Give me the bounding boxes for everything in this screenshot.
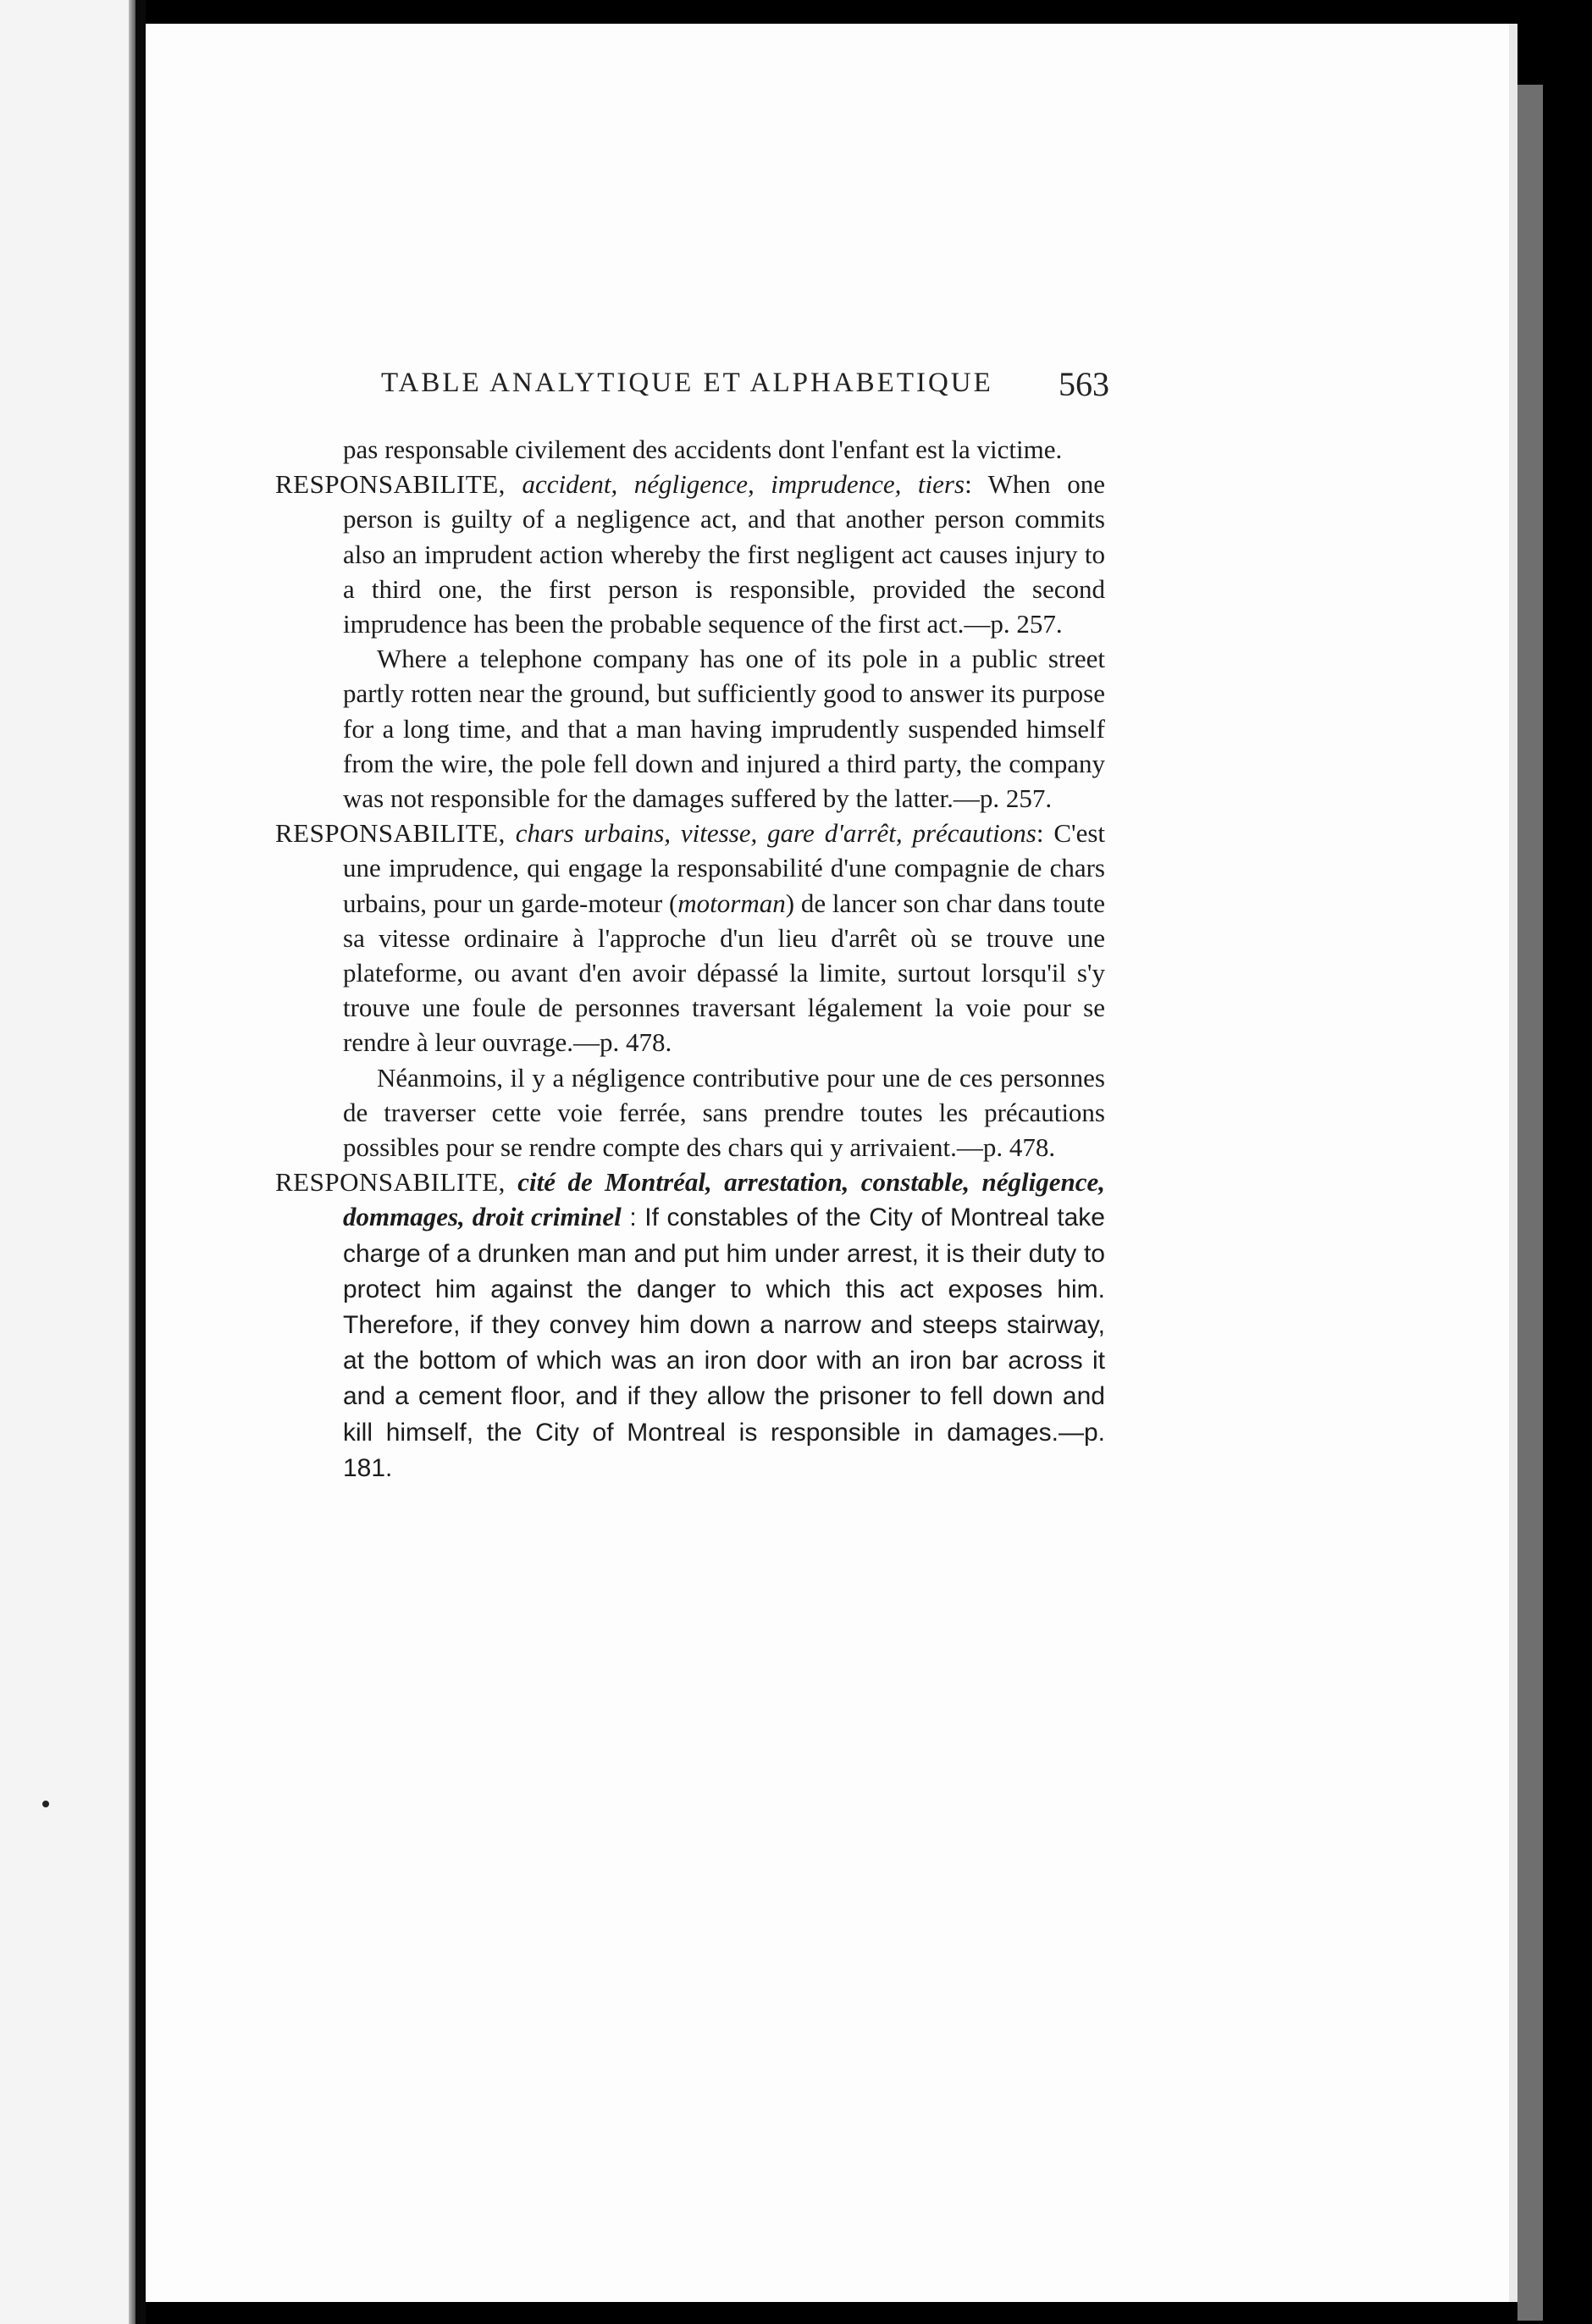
entry-paragraph: Where a telephone company has one of its pole in a public street partly rotten near the ground, but sufficiently good to answer its purpose for a long time, and that a man having imprudently suspended himself from the wire, the pole fell down and injured a third party, the company was not responsible for the damages suffered by the latter.—p. 257. xyxy=(343,644,1105,814)
entry-body: : If constables of the City of Montreal take charge of a drunken man and put him under arrest, it is their duty to protect him against the danger to which this act exposes him. Therefore, if they convey him down a narrow and steeps stairway, at the bottom of which was an iron door with an iron bar across it and a cement floor, and if they allow the prisoner to fell down and kill himself, the City of Montreal is responsible in damages.—p. 181. xyxy=(343,1204,1105,1482)
entry-keywords: accident, négligence, imprudence, tiers xyxy=(522,469,965,500)
entry-body-after: ) de lancer son char dans toute sa vitesse ordinaire à l'approche d'un lieu d'arrêt où se trouve une plateforme, ou avant d'en avoir dépassé la limite, surtout lorsqu'il s'y trouve une foule de personnes traversant légalement la voie pour se rendre à leur ouvrage.—p. 478. xyxy=(343,888,1105,1058)
entry-heading: RESPONSABILITE, xyxy=(275,1167,506,1198)
index-entry xyxy=(275,1165,1105,1486)
entry-body: : When one person is guilty of a negligence act, and that another person commits also an imprudent action whereby the first negligent act causes injury to a third one, the first person is responsible, provided the second imprudence has been the probable sequence of the first act.—p. 257. xyxy=(343,469,1105,639)
page-number: 563 xyxy=(1059,365,1109,403)
entry-keywords: chars urbains, vitesse, gare d'arrêt, précautions xyxy=(515,818,1036,849)
left-page-edge xyxy=(0,0,135,2324)
entry-paragraph: Néanmoins, il y a négligence contributive pour une de ces personnes de traverser cette voie ferrée, sans prendre toutes les précautions possibles pour se rendre compte des chars qui y arrivaient.—p. 478. xyxy=(343,1062,1105,1163)
entry-body-italic: motorman xyxy=(677,888,786,918)
running-head-title: TABLE ANALYTIQUE ET ALPHABETIQUE xyxy=(381,368,993,398)
dust-speck xyxy=(42,1801,49,1807)
page-right-edge xyxy=(1509,24,1517,2302)
entry-keywords: cité de Montréal, arrestation, constable, négligence, dommages, droit criminel xyxy=(343,1167,1105,1232)
entry-body: : C'est une imprudence, qui engage la responsabilité d'une compagnie de chars urbains, pour un garde-moteur ( xyxy=(343,818,1106,918)
page-fold xyxy=(129,0,135,2324)
book-gutter xyxy=(135,0,146,2324)
entry-heading: RESPONSABILITE, xyxy=(275,469,506,500)
page-shadow xyxy=(1517,85,1543,2321)
running-head xyxy=(381,364,1228,407)
continuation-text: pas responsable civilement des accidents dont l'enfant est la victime. xyxy=(343,434,1063,464)
index-entry xyxy=(275,816,1105,1060)
index-entry xyxy=(275,467,1105,641)
entry-heading: RESPONSABILITE, xyxy=(275,818,506,849)
index-content xyxy=(275,432,1105,1486)
